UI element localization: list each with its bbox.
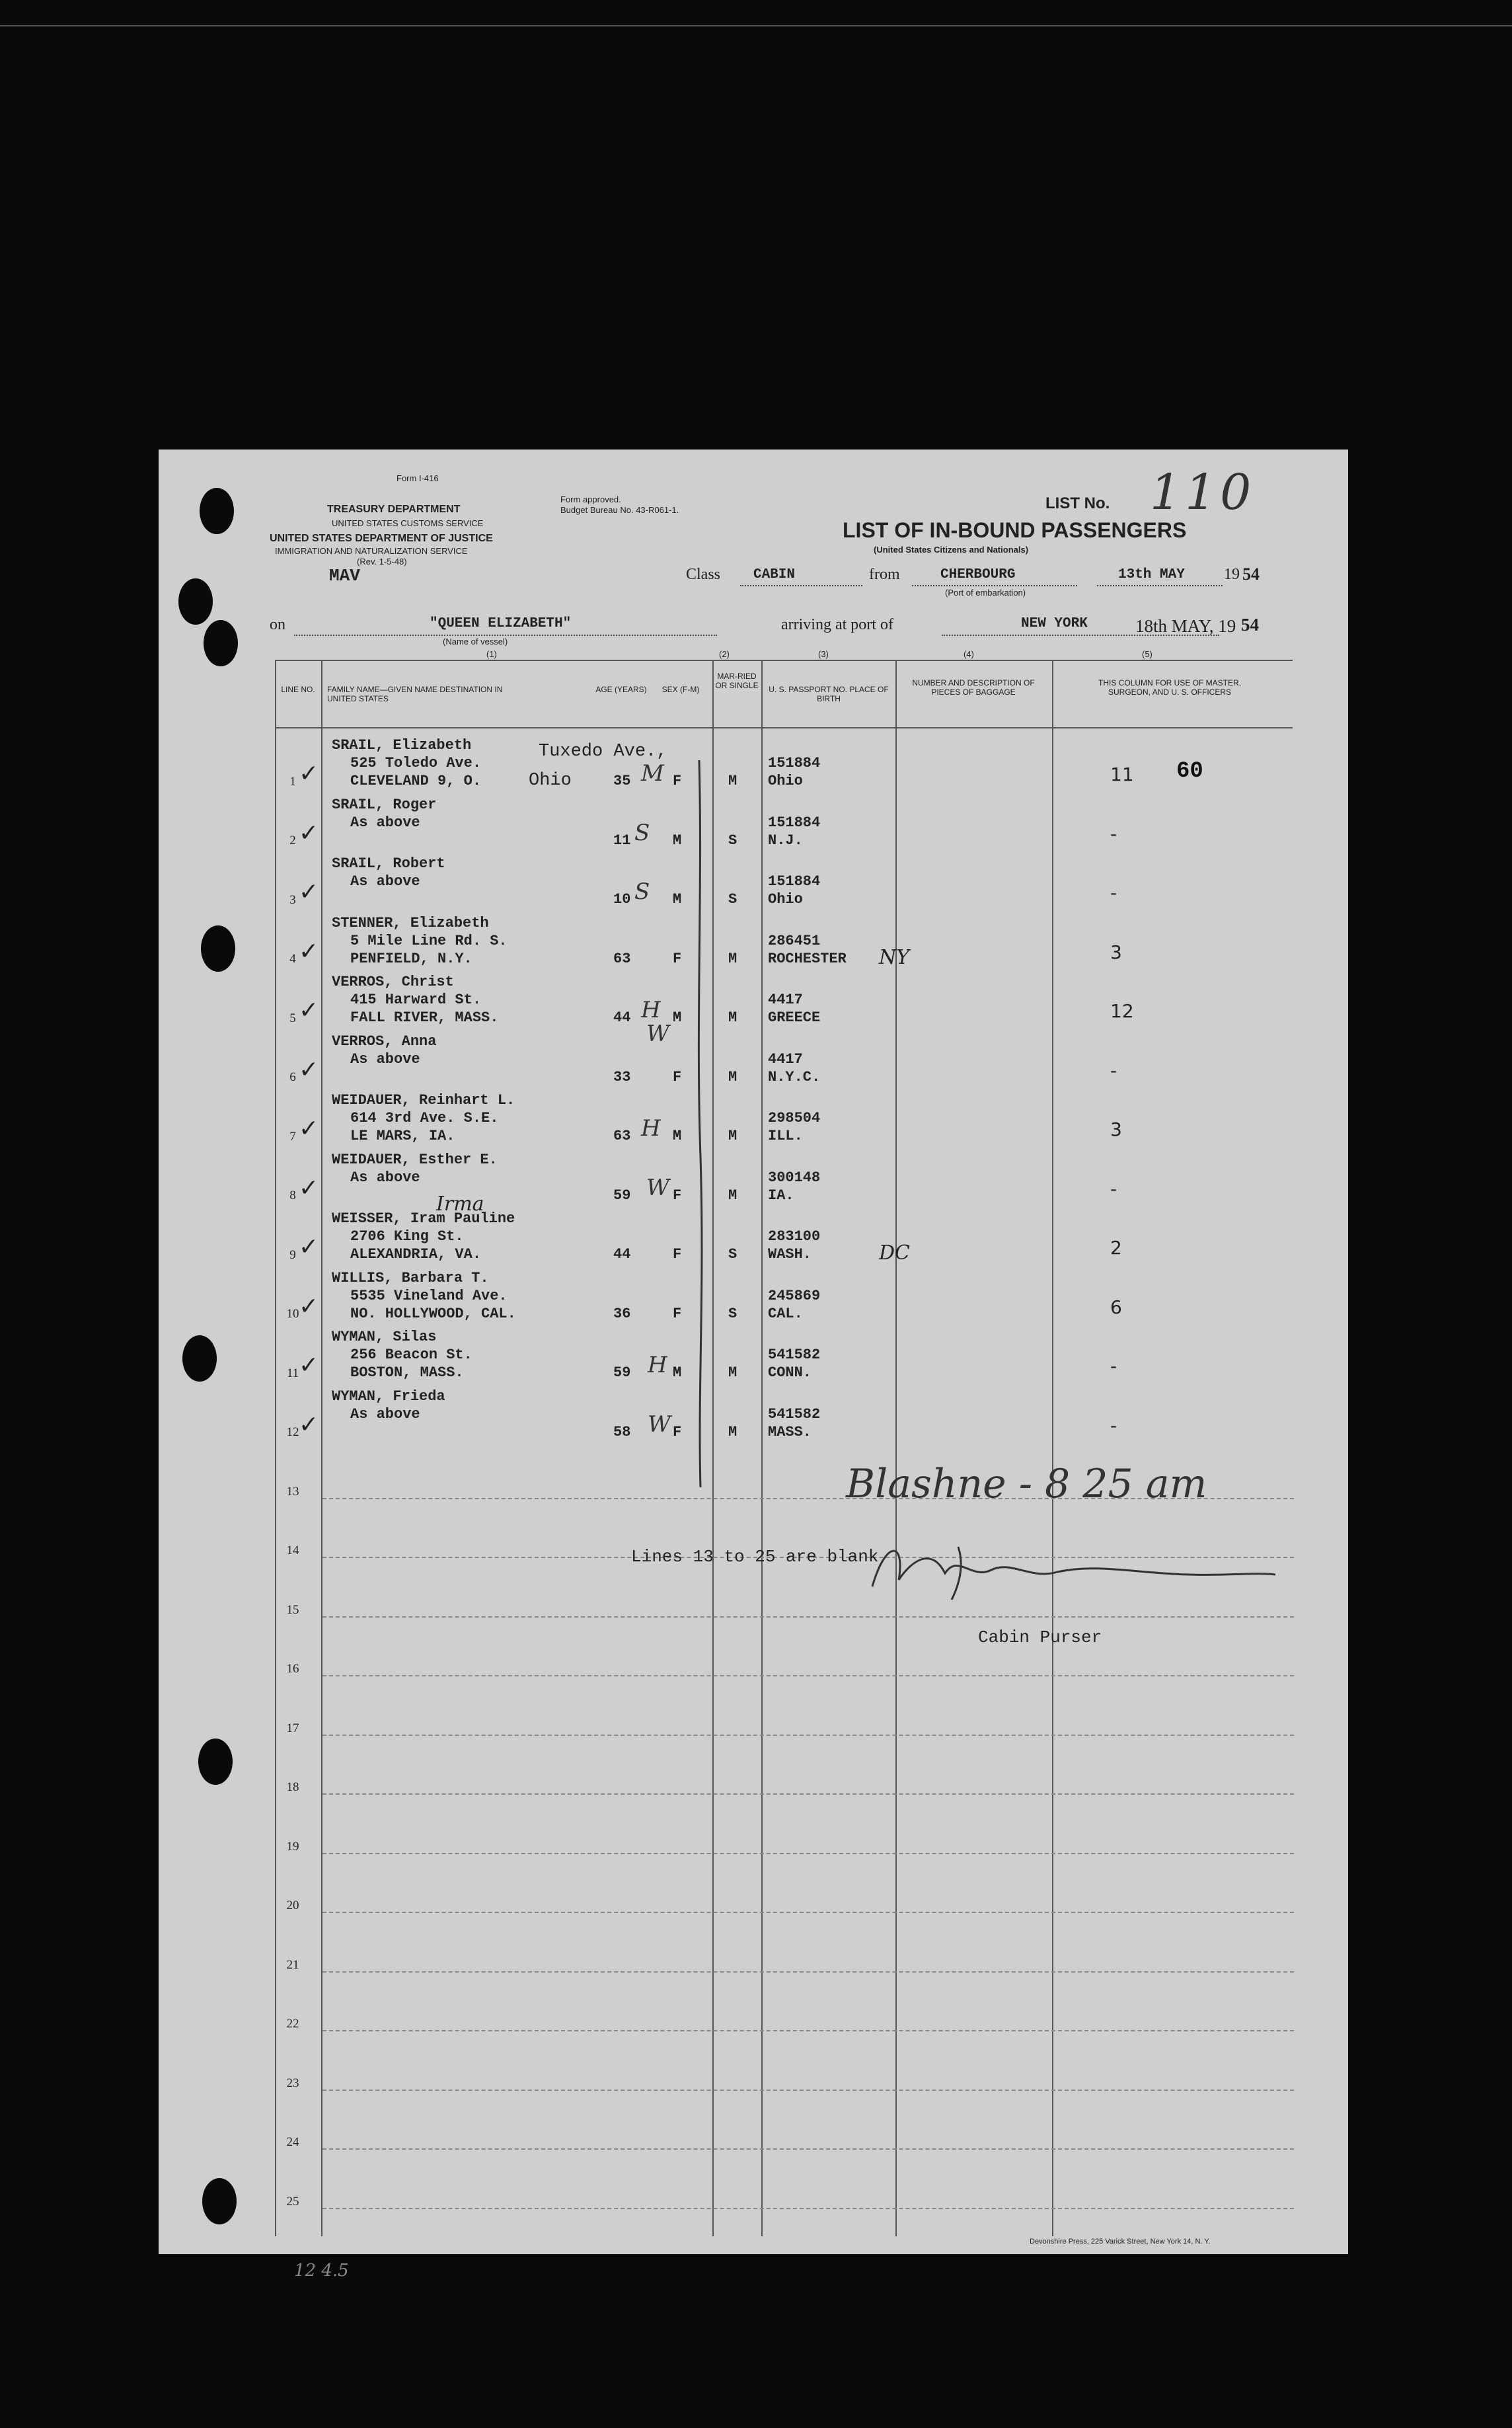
line-number: 14 (286, 1544, 299, 1557)
passenger-address: As above (350, 1405, 420, 1423)
passenger-address: 256 Beacon St. (350, 1347, 472, 1363)
line-number: 12 (286, 1425, 299, 1439)
manifest-sheet (159, 450, 1348, 2281)
header-officers: THIS COLUMN FOR USE OF MASTER, SURGEON, AND U. S. OFFICERS (1098, 678, 1241, 697)
class-underline (740, 585, 862, 586)
passenger-name: WEISSER, Iram Pauline (332, 1210, 515, 1227)
place-of-birth: ILL. (768, 1128, 803, 1144)
passenger-marital-status: S (728, 1246, 737, 1263)
passenger-age: 11 (613, 832, 631, 849)
handwritten-mark: W (646, 1020, 669, 1047)
line-number: 1 (289, 774, 296, 789)
place-of-birth: ROCHESTER (768, 950, 847, 967)
officer-mark: 60 (1176, 759, 1203, 784)
place-of-birth: GREECE (768, 1009, 821, 1026)
cabin-purser-label: Cabin Purser (978, 1627, 1102, 1647)
line-number: 18 (286, 1780, 299, 1794)
passenger-age: 63 (613, 950, 631, 967)
passenger-address: 5 Mile Line Rd. S. (350, 932, 508, 949)
baggage-count: - (1110, 1355, 1117, 1377)
line-number: 23 (286, 2076, 299, 2090)
passenger-name: VERROS, Anna (332, 1033, 437, 1050)
blank-row-line (322, 1912, 1294, 1913)
table-left-border (275, 660, 276, 2236)
passenger-name: SRAIL, Elizabeth (332, 737, 472, 754)
passenger-name: WEIDAUER, Esther E. (332, 1151, 498, 1168)
depart-year-prefix: 19 (1224, 566, 1240, 583)
vessel-underline (294, 635, 717, 636)
passenger-age: 35 (613, 773, 631, 789)
treasury-department: TREASURY DEPARTMENT (327, 504, 461, 515)
form-number: Form I-416 (397, 473, 439, 483)
blank-row-line (322, 1675, 1294, 1676)
state-correction: Ohio (529, 771, 572, 791)
passenger-name: SRAIL, Roger (332, 796, 437, 813)
vessel-name: "QUEEN ELIZABETH" (430, 616, 572, 631)
passport-number: 300148 (768, 1169, 821, 1186)
purser-signature (859, 1534, 1282, 1606)
line-number: 13 (286, 1484, 299, 1499)
baggage-count: - (1110, 1414, 1117, 1436)
passenger-sex: F (673, 950, 682, 967)
line-number: 9 (289, 1247, 296, 1262)
line-number: 7 (289, 1129, 296, 1144)
line-number: 11 (286, 1366, 299, 1380)
passport-number: 151884 (768, 755, 821, 771)
col-divider (761, 660, 763, 2236)
passport-number: 541582 (768, 1405, 821, 1423)
passenger-marital-status: S (728, 1305, 737, 1322)
check-mark-icon: ✓ (299, 1411, 319, 1438)
punch-hole (198, 1739, 233, 1785)
passenger-address: 614 3rd Ave. S.E. (350, 1110, 499, 1126)
film-edge-line (0, 25, 1512, 26)
place-of-birth: MASS. (768, 1423, 812, 1440)
passenger-age: 63 (613, 1128, 631, 1144)
col-divider (1052, 660, 1053, 2236)
list-subtitle: (United States Citizens and Nationals) (874, 545, 1029, 555)
passenger-address: As above (350, 814, 420, 831)
punch-hole (200, 488, 234, 534)
baggage-count: 6 (1110, 1296, 1122, 1318)
blank-row-line (322, 1853, 1294, 1854)
printer-imprint: Devonshire Press, 225 Varick Street, New York 14, N. Y. (1030, 2238, 1211, 2246)
place-of-birth: Ohio (768, 891, 803, 908)
passenger-sex: M (673, 1009, 682, 1026)
customs-service: UNITED STATES CUSTOMS SERVICE (332, 518, 484, 528)
passenger-sex: F (673, 1187, 682, 1204)
col-number-3: (3) (818, 649, 829, 659)
punch-hole (201, 925, 235, 972)
col-number-5: (5) (1142, 649, 1153, 659)
passenger-marital-status: M (728, 1423, 737, 1440)
passenger-sex: F (673, 1305, 682, 1322)
baggage-count: 12 (1110, 1000, 1134, 1022)
passenger-marital-status: S (728, 891, 737, 908)
header-name: FAMILY NAME—GIVEN NAME DESTINATION IN UNITED STATES (327, 685, 503, 703)
passenger-age: 59 (613, 1187, 631, 1204)
punch-hole (202, 2178, 237, 2224)
passenger-marital-status: S (728, 832, 737, 849)
passenger-marital-status: M (728, 1187, 737, 1204)
depart-year: 54 (1242, 565, 1260, 584)
line-number: 17 (286, 1721, 299, 1735)
vessel-note: (Name of vessel) (443, 637, 508, 646)
passenger-sex: F (673, 1423, 682, 1440)
handwritten-mark: H (641, 1115, 661, 1142)
place-of-birth: CONN. (768, 1364, 812, 1381)
passenger-city: PENFIELD, N.Y. (350, 950, 472, 967)
baggage-count: - (1110, 882, 1117, 904)
passenger-name: SRAIL, Robert (332, 855, 445, 872)
passenger-city: ALEXANDRIA, VA. (350, 1246, 482, 1263)
passenger-sex: M (673, 1364, 682, 1381)
list-title: LIST OF IN-BOUND PASSENGERS (843, 518, 1187, 542)
check-mark-icon: ✓ (299, 1352, 319, 1379)
blank-row-line (322, 1616, 1294, 1618)
handwritten-mark: H (648, 1352, 667, 1378)
passenger-city: LE MARS, IA. (350, 1128, 455, 1144)
line-number: 2 (289, 834, 296, 847)
passenger-name: VERROS, Christ (332, 974, 454, 990)
ins-service: IMMIGRATION AND NATURALIZATION SERVICE (275, 546, 468, 556)
arrival-year: 54 (1241, 615, 1259, 635)
header-passport: U. S. PASSPORT NO. PLACE OF BIRTH (769, 685, 889, 703)
depart-date: 13th MAY (1118, 567, 1185, 582)
blank-row-line (322, 2148, 1294, 2150)
passenger-marital-status: M (728, 950, 737, 967)
list-label: LIST No. (1045, 494, 1110, 512)
passport-number: 245869 (768, 1287, 821, 1304)
table-header-border (275, 727, 1293, 728)
passenger-city: BOSTON, MASS. (350, 1364, 464, 1381)
passenger-address: 5535 Vineland Ave. (350, 1287, 508, 1304)
header-baggage: NUMBER AND DESCRIPTION OF PIECES OF BAGGAGE (912, 678, 1035, 697)
passenger-age: 44 (613, 1009, 631, 1026)
place-of-birth: Ohio (768, 773, 803, 789)
place-of-birth: N.J. (768, 832, 803, 849)
arriving-label: arriving at port of (781, 616, 893, 633)
passenger-marital-status: M (728, 1128, 737, 1144)
baggage-count: 3 (1110, 941, 1122, 963)
handwritten-mark: S (634, 819, 650, 846)
from-value: CHERBOURG (940, 567, 1016, 582)
passenger-address: 525 Toledo Ave. (350, 755, 482, 771)
passenger-age: 58 (613, 1423, 631, 1440)
baggage-count: 2 (1110, 1237, 1122, 1259)
line-number: 21 (286, 1957, 299, 1972)
header-married: MAR-RIED OR SINGLE (715, 672, 759, 690)
place-of-birth: CAL. (768, 1305, 803, 1322)
passenger-age: 59 (613, 1364, 631, 1381)
justice-department: UNITED STATES DEPARTMENT OF JUSTICE (270, 533, 493, 544)
passenger-age: 44 (613, 1246, 631, 1263)
passenger-address: 2706 King St. (350, 1228, 464, 1245)
passenger-name: STENNER, Elizabeth (332, 914, 489, 931)
check-mark-icon: ✓ (299, 937, 319, 965)
blank-row-line (322, 2208, 1294, 2209)
line-number: 8 (289, 1189, 296, 1202)
place-of-birth: WASH. (768, 1246, 812, 1263)
class-label: Class (686, 566, 721, 583)
arrival-date: 18th MAY, 19 (1135, 616, 1236, 636)
line-number: 5 (289, 1011, 296, 1025)
check-mark-icon: ✓ (299, 1115, 319, 1142)
table-top-border (275, 660, 1293, 661)
line-number: 19 (286, 1839, 299, 1854)
punch-hole (182, 1335, 217, 1382)
form-approved: Form approved. (560, 494, 621, 504)
officer-signature-time: Blashne - 8 25 am (846, 1461, 1207, 1507)
passenger-name: WILLIS, Barbara T. (332, 1269, 489, 1286)
passenger-age: 10 (613, 891, 631, 908)
bottom-handwritten-mark: 12 4.5 (294, 2261, 349, 2281)
passenger-sex: F (673, 773, 682, 789)
on-label: on (270, 616, 285, 633)
handwritten-mark: W (646, 1174, 669, 1201)
list-number: 110 (1150, 464, 1256, 521)
blank-row-line (322, 1735, 1294, 1736)
passenger-marital-status: M (728, 773, 737, 789)
passport-number: 541582 (768, 1347, 821, 1363)
line-number: 22 (286, 2017, 299, 2031)
header-sex: SEX (F-M) (662, 685, 700, 694)
from-underline (912, 585, 1077, 586)
col-divider (895, 660, 897, 2236)
depart-underline (1097, 585, 1223, 586)
passenger-address: As above (350, 873, 420, 890)
baggage-count: - (1110, 1177, 1117, 1200)
line-number: 25 (286, 2194, 299, 2209)
line-number: 15 (286, 1602, 299, 1617)
blank-lines-note: Lines 13 to 25 are blank (631, 1547, 879, 1567)
passenger-name: WEIDAUER, Reinhart L. (332, 1092, 515, 1109)
blank-row-line (322, 2090, 1294, 2091)
col-divider (321, 660, 322, 2236)
passenger-city: CLEVELAND 9, O. (350, 773, 482, 789)
port-note: (Port of embarkation) (945, 588, 1026, 598)
handwritten-mark: M (641, 760, 664, 787)
place-of-birth: N.Y.C. (768, 1068, 821, 1085)
passport-number: 151884 (768, 814, 821, 831)
place-of-birth: IA. (768, 1187, 794, 1204)
handwritten-stroke (686, 760, 726, 1494)
passport-number: 298504 (768, 1110, 821, 1126)
col-number-2: (2) (719, 649, 730, 659)
passport-number: 286451 (768, 932, 821, 949)
passenger-age: 36 (613, 1305, 631, 1322)
passenger-sex: F (673, 1068, 682, 1085)
passenger-sex: M (673, 832, 682, 849)
blank-row-line (322, 2030, 1294, 2031)
passenger-address: As above (350, 1050, 420, 1068)
passenger-city: NO. HOLLYWOOD, CAL. (350, 1305, 516, 1322)
class-value: CABIN (753, 567, 796, 582)
passport-number: 151884 (768, 873, 821, 890)
passenger-sex: M (673, 891, 682, 908)
baggage-count: 3 (1110, 1118, 1122, 1140)
arrival-port: NEW YORK (1021, 616, 1088, 631)
stamp-mav: MAV (329, 566, 360, 586)
check-mark-icon: ✓ (299, 760, 319, 787)
header-age: AGE (YEARS) (595, 685, 647, 694)
handwritten-mark: H (641, 997, 661, 1023)
check-mark-icon: ✓ (299, 1174, 319, 1202)
passenger-address: As above (350, 1169, 420, 1186)
passenger-sex: F (673, 1246, 682, 1263)
address-correction: Tuxedo Ave., (539, 742, 667, 762)
passport-number: 4417 (768, 992, 803, 1008)
passenger-marital-status: M (728, 1068, 737, 1085)
passport-number: 283100 (768, 1228, 821, 1245)
passenger-age: 33 (613, 1068, 631, 1085)
line-number: 4 (289, 952, 296, 966)
passenger-name: WYMAN, Silas (332, 1329, 437, 1345)
blank-row-line (322, 1971, 1294, 1973)
check-mark-icon: ✓ (299, 1234, 319, 1261)
passenger-sex: M (673, 1128, 682, 1144)
passenger-marital-status: M (728, 1364, 737, 1381)
blank-row-line (322, 1793, 1294, 1795)
line-number: 3 (289, 892, 296, 907)
col-number-4: (4) (964, 649, 974, 659)
baggage-count: 11 (1110, 764, 1134, 785)
line-number: 10 (286, 1307, 299, 1321)
from-label: from (869, 566, 900, 583)
birth-correction: DC (879, 1241, 911, 1265)
handwritten-mark: W (648, 1411, 671, 1438)
line-number: 6 (289, 1070, 296, 1084)
check-mark-icon: ✓ (299, 1292, 319, 1320)
check-mark-icon: ✓ (299, 997, 319, 1024)
passenger-city: FALL RIVER, MASS. (350, 1009, 499, 1026)
line-number: 20 (286, 1899, 299, 1912)
check-mark-icon: ✓ (299, 819, 319, 847)
col-number-1: (1) (486, 649, 497, 659)
birth-correction: NY (879, 945, 910, 969)
revision: (Rev. 1-5-48) (357, 557, 407, 567)
check-mark-icon: ✓ (299, 879, 319, 906)
passenger-name: WYMAN, Frieda (332, 1388, 445, 1405)
baggage-count: - (1110, 822, 1117, 845)
name-correction: Irma (436, 1193, 484, 1216)
header-line-no: LINE NO. (281, 685, 315, 694)
baggage-count: - (1110, 1059, 1117, 1081)
passport-number: 4417 (768, 1050, 803, 1068)
punch-hole (178, 578, 213, 625)
passenger-address: 415 Harward St. (350, 992, 482, 1008)
punch-hole (204, 620, 238, 666)
check-mark-icon: ✓ (299, 1056, 319, 1083)
line-number: 16 (286, 1662, 299, 1676)
budget-bureau: Budget Bureau No. 43-R061-1. (560, 505, 679, 515)
passenger-marital-status: M (728, 1009, 737, 1026)
line-number: 24 (286, 2135, 299, 2149)
handwritten-mark: S (634, 879, 650, 905)
